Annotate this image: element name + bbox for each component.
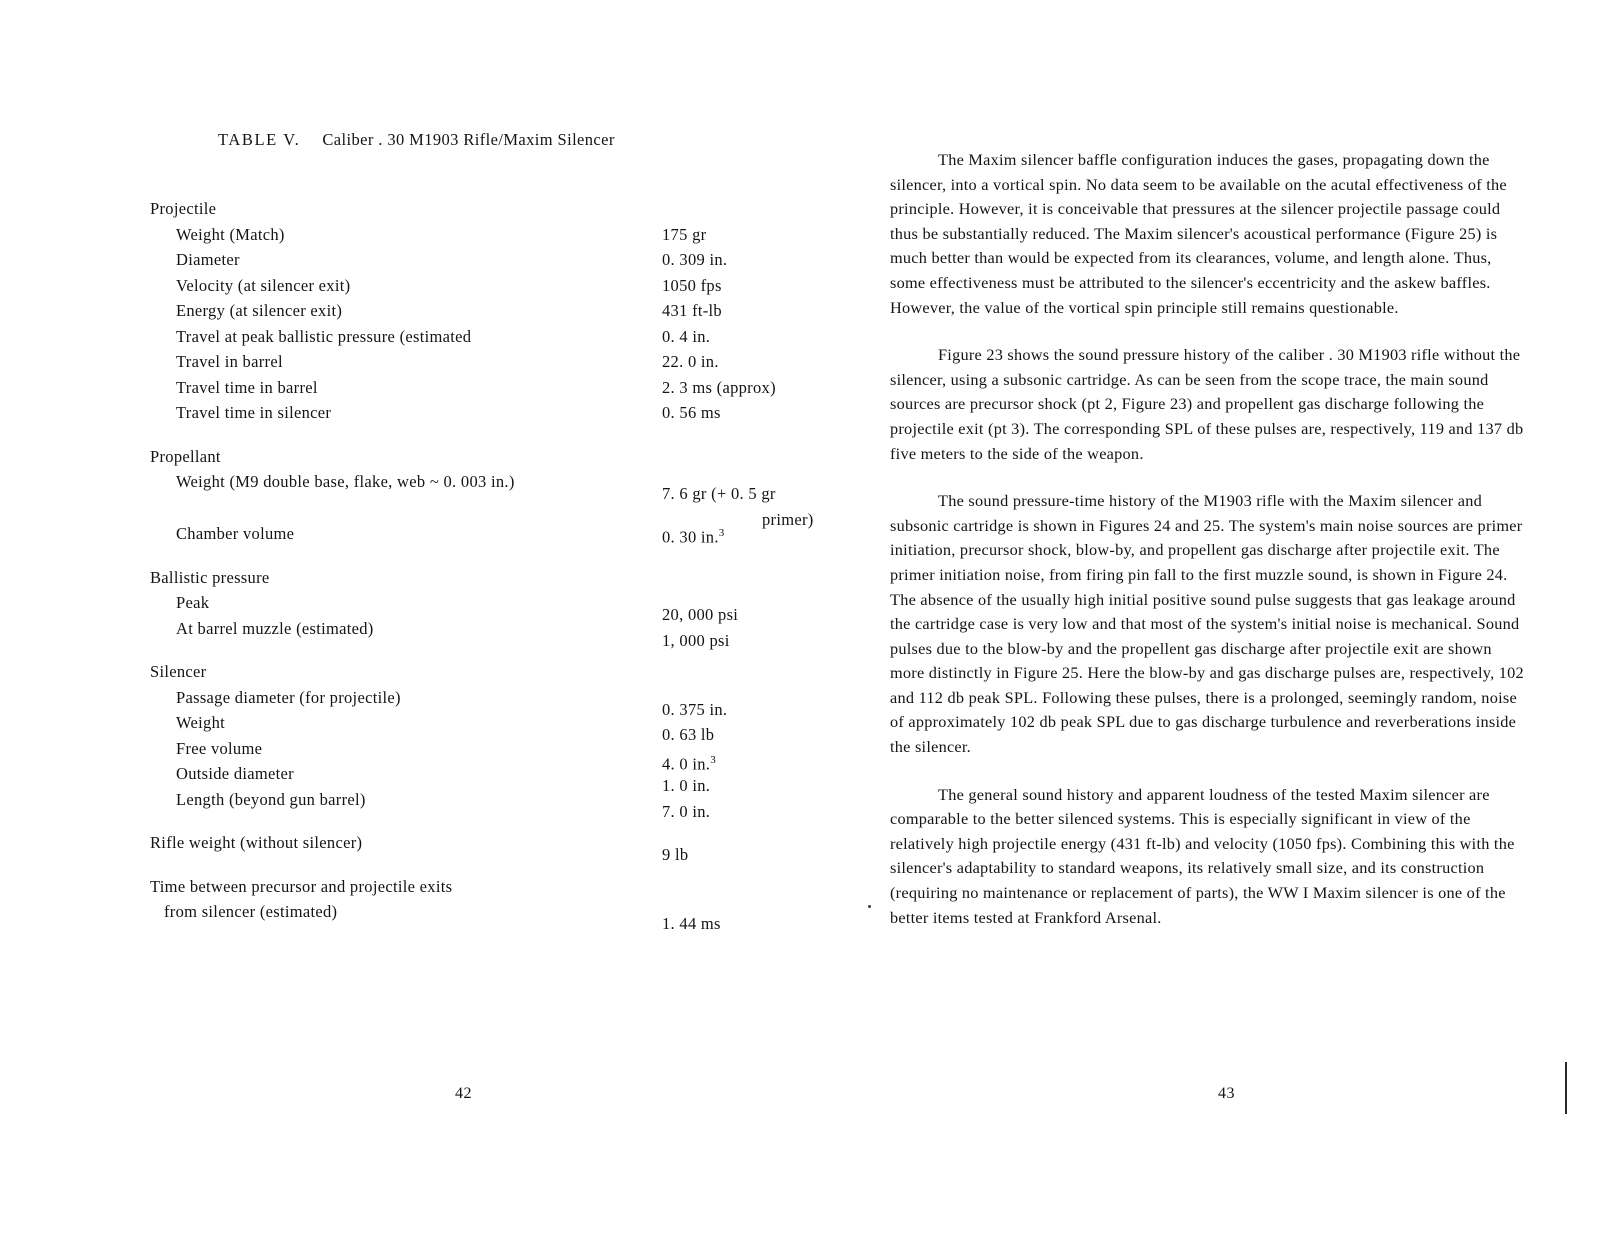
table-row bbox=[150, 247, 850, 273]
table-row bbox=[150, 616, 850, 650]
table-row bbox=[150, 349, 850, 375]
table-row bbox=[150, 685, 850, 719]
row-value: 0. 63 lb bbox=[662, 725, 715, 744]
row-value: 7. 0 in. bbox=[662, 801, 711, 821]
table-row bbox=[150, 273, 850, 299]
row-label: Weight (M9 double base, flake, web ~ 0. 003 in.) bbox=[176, 472, 515, 491]
row-value-secondary: primer) bbox=[762, 509, 814, 529]
row-value: 0. 309 in. bbox=[662, 250, 728, 269]
page-number-left: 42 bbox=[455, 1085, 472, 1102]
table-row bbox=[150, 710, 850, 744]
table-number: TABLE V. bbox=[218, 130, 301, 149]
row-label: Rifle weight (without silencer) bbox=[150, 833, 363, 852]
row-value-exponent: 3 bbox=[718, 527, 725, 539]
table-row bbox=[150, 521, 850, 547]
paragraph: The general sound history and apparent loudness of the tested Maxim silencer are comparable to the better silenced systems. This is especially significant in view of the relatively high projectile energy (431 ft-lb) and velocity (1050 fps). Combining this with the silencer's adaptability to standard weapons, its relatively small size, and its construction (requiring no maintenance or replacement of parts), the WW I Maxim silencer is one of the better items tested at Frankford Arsenal. bbox=[890, 784, 1515, 927]
group-heading: Projectile bbox=[150, 199, 217, 218]
table-group-ballistic-pressure bbox=[150, 565, 850, 650]
table-row bbox=[150, 324, 850, 350]
row-label: Travel at peak ballistic pressure (estimated bbox=[176, 326, 472, 346]
row-label: Diameter bbox=[176, 250, 240, 269]
table-group-propellant bbox=[150, 444, 850, 547]
row-value: 1. 44 ms bbox=[662, 914, 721, 933]
table-group-rifle-weight bbox=[150, 830, 850, 864]
row-label: Travel time in silencer bbox=[176, 403, 332, 422]
table-row bbox=[150, 899, 850, 933]
row-label: Weight (Match) bbox=[176, 224, 285, 244]
row-value: 0. 4 in. bbox=[662, 326, 711, 346]
row-value: 0. 56 ms bbox=[662, 403, 721, 422]
row-label: Travel time in barrel bbox=[176, 377, 318, 397]
table-title bbox=[218, 130, 850, 150]
paragraph: The sound pressure-time history of the M1903 rifle with the Maxim silencer and subsonic cartridge is shown in Figures 24 and 25. The system's main noise sources are primer initiation, precursor shock, blow-by, and propellent gas discharge after projectile exit. The primer initiation noise, from firing pin fall to the first muzzle sound, is shown in Figure 24. The absence of the usually high initial positive sound pulse suggests that gas leakage around the cartridge case is very low and that most of the system's initial noise is mechanical. Sound pulses due to the blow-by and the propellent gas discharge after projectile exit are shown more distinctly in Figure 25. Here the blow-by and gas discharge pulses are, respectively, 102 and 112 db peak SPL. Following these pulses, there is a prolonged, seemingly random, noise of approximately 102 db peak SPL due to gas discharge turbulence and reverberations inside the silencer. bbox=[890, 491, 1524, 757]
table-row bbox=[150, 400, 850, 426]
row-value: 431 ft-lb bbox=[662, 301, 722, 320]
row-value-primary: 7. 6 gr (+ 0. 5 gr bbox=[662, 484, 776, 503]
scan-artifact-dot bbox=[868, 905, 871, 908]
row-value: 2. 3 ms (approx) bbox=[662, 377, 776, 397]
group-heading: Ballistic pressure bbox=[150, 567, 270, 587]
row-value: 22. 0 in. bbox=[662, 352, 719, 371]
row-value: 1. 0 in. bbox=[662, 776, 711, 795]
table-region bbox=[150, 130, 850, 943]
row-label: At barrel muzzle (estimated) bbox=[176, 618, 374, 638]
row-label: Chamber volume bbox=[176, 524, 295, 543]
table-row bbox=[150, 222, 850, 248]
table-row bbox=[150, 830, 850, 864]
paragraph: Figure 23 shows the sound pressure history of the caliber . 30 M1903 rifle without the silencer, using a subsonic cartridge. As can be seen from the scope trace, the main sound sources are precursor shock (pt 2, Figure 23) and propellent gas discharge following the projectile exit (pt 3). The corresponding SPL of these pulses are, respectively, 119 and 137 db five meters to the side of the weapon. bbox=[890, 345, 1524, 463]
row-value: 175 gr bbox=[662, 224, 707, 244]
row-value: 0. 375 in. bbox=[662, 699, 728, 719]
row-value bbox=[662, 521, 725, 550]
row-label: Outside diameter bbox=[176, 764, 294, 783]
group-heading: Time between precursor and projectile exits bbox=[150, 876, 453, 896]
table-row bbox=[150, 736, 850, 773]
table-caption: Caliber . 30 M1903 Rifle/Maxim Silencer bbox=[322, 130, 615, 149]
table-row bbox=[150, 590, 850, 624]
row-label: Free volume bbox=[176, 738, 263, 758]
row-label: Weight bbox=[176, 713, 226, 732]
row-label: Travel in barrel bbox=[176, 352, 283, 371]
group-heading: Silencer bbox=[150, 662, 207, 681]
body-text-region bbox=[890, 148, 1530, 953]
row-value: 1, 000 psi bbox=[662, 630, 730, 650]
table-group-time-between-exits bbox=[150, 874, 850, 933]
row-value: 9 lb bbox=[662, 845, 689, 864]
group-heading: Propellant bbox=[150, 446, 221, 466]
row-label: Peak bbox=[176, 593, 210, 612]
row-label: Energy (at silencer exit) bbox=[176, 301, 343, 320]
row-value-exponent: 3 bbox=[710, 753, 717, 766]
table-row bbox=[150, 298, 850, 324]
row-value-primary: 0. 30 in. bbox=[662, 527, 719, 547]
page-number-right: 43 bbox=[1218, 1085, 1235, 1102]
row-label: Length (beyond gun barrel) bbox=[176, 789, 366, 809]
row-value: 1050 fps bbox=[662, 275, 722, 295]
table-row bbox=[150, 787, 850, 821]
table-group-silencer bbox=[150, 659, 850, 821]
row-label: Passage diameter (for projectile) bbox=[176, 687, 401, 707]
table-row bbox=[150, 761, 850, 795]
table-row bbox=[150, 469, 850, 529]
row-value: 20, 000 psi bbox=[662, 605, 739, 624]
table-group-projectile bbox=[150, 196, 850, 426]
table-row bbox=[150, 375, 850, 401]
row-label: from silencer (estimated) bbox=[164, 902, 338, 921]
row-value-primary: 4. 0 in. bbox=[662, 754, 711, 773]
paragraph: The Maxim silencer baffle configuration induces the gases, propagating down the silencer, into a vortical spin. No data seem to be available on the acutal effectiveness of the principle. However, it is conceivable that pressures at the silencer projectile passage could thus be substantially reduced. The Maxim silencer's acoustical performance (Figure 25) is much better than would be expected from its clearances, volume, and length alone. Thus, some effectiveness must be attributed to the silencer's eccentricity and the askew baffles. However, the value of the vortical spin principle still remains questionable. bbox=[890, 150, 1507, 317]
row-label: Velocity (at silencer exit) bbox=[176, 275, 351, 295]
scan-edge-mark bbox=[1565, 1062, 1567, 1114]
